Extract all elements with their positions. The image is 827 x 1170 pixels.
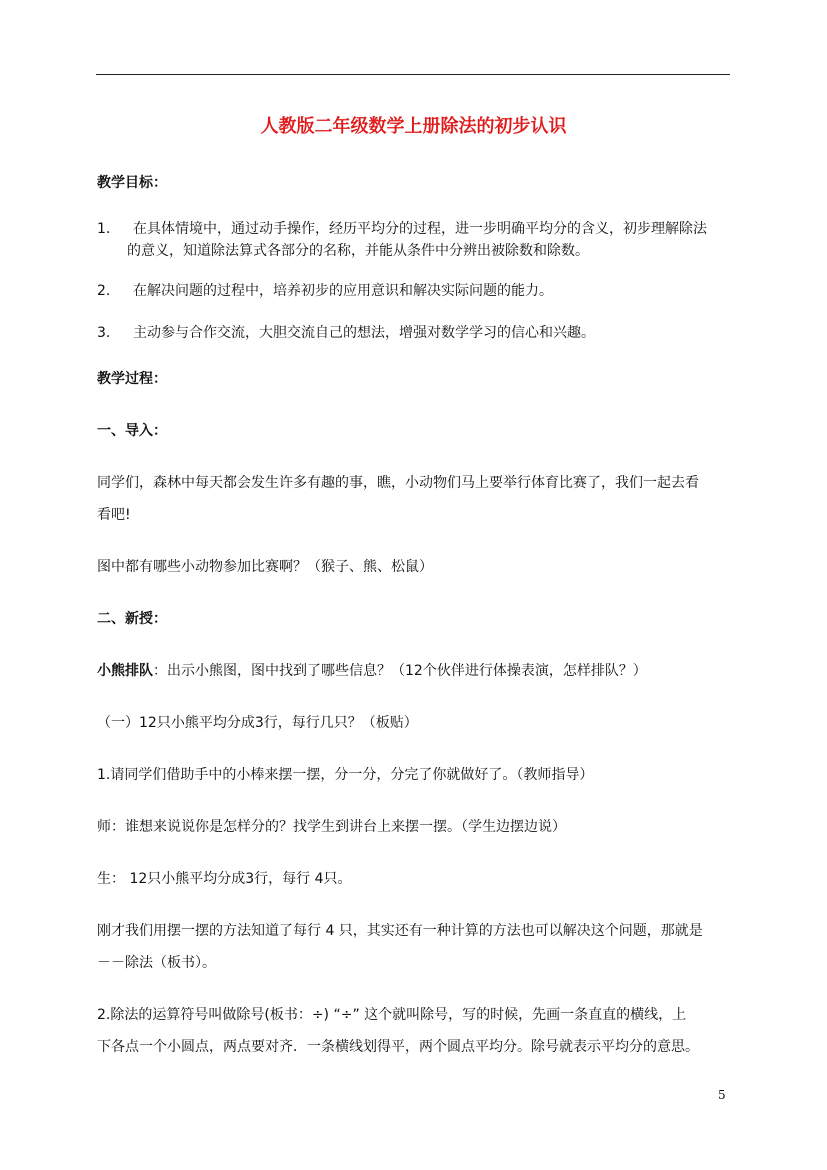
goal-item-1 [97,218,707,238]
student-line: 生： 12只小熊平均分成3行，每行 4只。 [97,871,352,887]
step-1: 1.请同学们借助手中的小棒来摆一摆，分一分，分完了你就做好了。（教师指导） [97,767,594,783]
goal-item-1-cont: 的意义，知道除法算式各部分的名称，并能从条件中分辨出被除数和除数。 [127,243,589,259]
intro-paragraph-1: 同学们，森林中每天都会发生许多有趣的事，瞧，小动物们马上要举行体育比赛了，我们一起去看 [97,475,699,491]
method-paragraph-cont: －－除法（板书）。 [97,955,216,971]
teacher-line: 师：谁想来说说你是怎样分的？找学生到讲台上来摆一摆。（学生边摆边说） [97,819,566,835]
bear-queue-paragraph [97,660,647,680]
goal-text: 主动参与合作交流，大胆交流自己的想法，增强对数学学习的信心和兴趣。 [133,325,595,341]
page-number: 5 [718,1088,726,1102]
subsection-1: （一）12只小熊平均分成3行，每行几只？（板贴） [97,715,418,731]
step-2-cont: 下各点一个小圆点，两点要对齐．一条横线划得平，两个圆点平均分。除号就表示平均分的意思。 [97,1039,699,1055]
document-title: 人教版二年级数学上册除法的初步认识 [260,116,567,137]
intro-paragraph-1-cont: 看吧! [97,507,131,523]
goals-heading: 教学目标： [97,175,167,191]
goal-number: 2. [97,283,111,299]
bear-queue-label: 小熊排队 [97,663,153,679]
method-paragraph: 刚才我们用摆一摆的方法知道了每行 4 只，其实还有一种计算的方法也可以解决这个问题，那就是 [97,923,703,939]
goal-item-3 [97,322,595,342]
intro-heading: 一、导入： [97,423,167,439]
bear-queue-text: ：出示小熊图，图中找到了哪些信息？（12个伙伴进行体操表演，怎样排队？） [153,663,647,679]
goal-item-2 [97,280,553,300]
step-2: 2.除法的运算符号叫做除号(板书：÷) “÷” 这个就叫除号，写的时候，先画一条直直的横线，上 [97,1007,687,1023]
goal-number: 3. [97,325,111,341]
header-rule [96,74,730,75]
new-lesson-heading: 二、新授： [97,611,167,627]
goal-text: 在具体情境中，通过动手操作，经历平均分的过程，进一步明确平均分的含义，初步理解除法 [133,221,707,237]
intro-paragraph-2: 图中都有哪些小动物参加比赛啊？（猴子、熊、松鼠） [97,559,433,575]
process-heading: 教学过程： [97,371,167,387]
goal-text: 在解决问题的过程中，培养初步的应用意识和解决实际问题的能力。 [133,283,553,299]
goal-number: 1. [97,221,111,237]
